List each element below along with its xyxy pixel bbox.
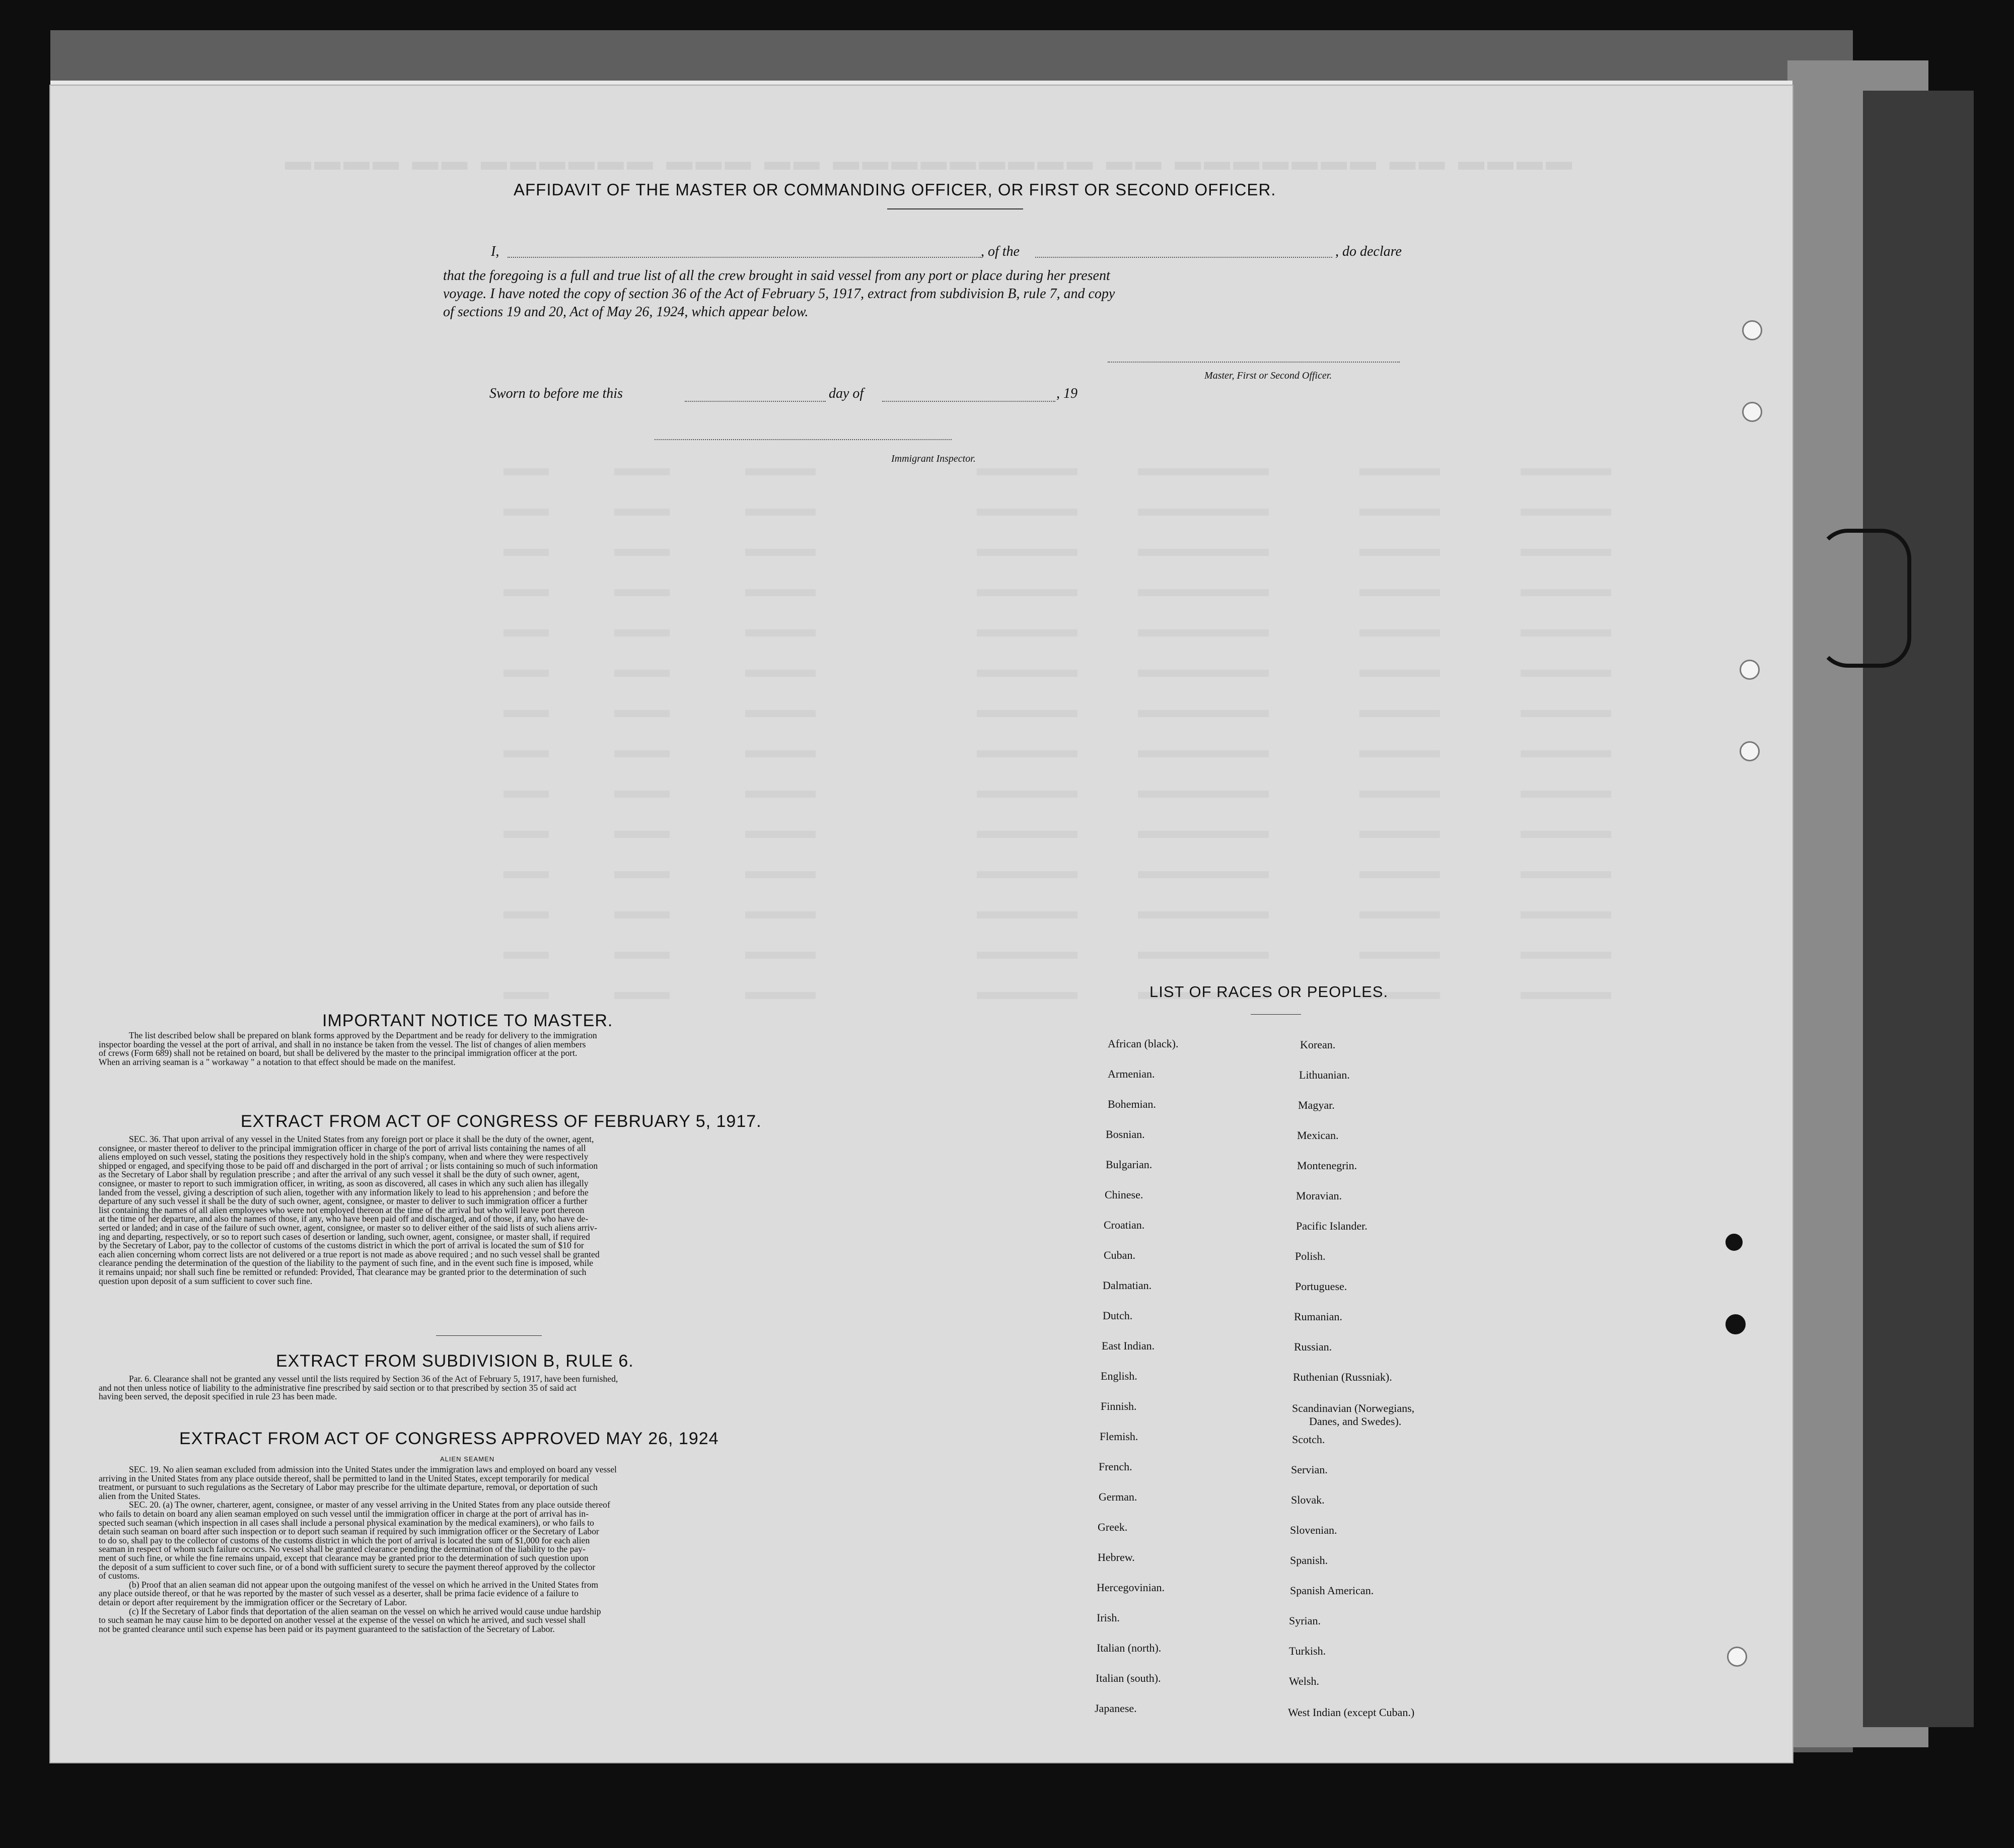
- race-item: Lithuanian.: [1299, 1069, 1350, 1081]
- bleed-through-mark: [614, 670, 670, 677]
- bleed-through-mark: [1521, 710, 1611, 717]
- notice-line: The list described below shall be prepared on blank forms approved by the Department and be ready for delivery to the immigration: [129, 1030, 597, 1040]
- bleed-through-mark: [977, 952, 1077, 959]
- bleed-through-mark: [1359, 952, 1440, 959]
- race-item: Hercegovinian.: [1097, 1581, 1165, 1594]
- bleed-through-mark: [1359, 750, 1440, 757]
- extract-1917-line: ing and departing, respectively, or so to report such cases of desertion or landing, such owner, agent, consignee, or master shall, if required: [99, 1231, 590, 1242]
- affidavit-i: I,: [491, 244, 499, 259]
- extract-1924-line: to do so, shall pay to the collector of customs of the customs district in which the port of arrival is located the sum of $1,000 for each alien: [99, 1535, 590, 1545]
- extract-1917-line: SEC. 36. That upon arrival of any vessel in the United States from any foreign port or place it shall be the duty of the owner, agent,: [129, 1134, 594, 1144]
- race-item: Spanish American.: [1290, 1584, 1374, 1597]
- bleed-through-mark: [1138, 710, 1269, 717]
- extract-1924-line: SEC. 20. (a) The owner, charterer, agent, consignee, or master of any vessel arriving in the United States from any place outside thereof: [129, 1500, 610, 1510]
- title-divider: [887, 208, 1023, 209]
- race-item: Russian.: [1294, 1340, 1332, 1353]
- race-item: Scandinavian (Norwegians,: [1292, 1402, 1415, 1414]
- affidavit-do-declare: , do declare: [1335, 244, 1402, 259]
- bleed-through-mark: [1359, 670, 1440, 677]
- extract-1917-body: [99, 1135, 600, 1286]
- race-item: Hebrew.: [1098, 1551, 1135, 1563]
- day-blank-line: [685, 401, 826, 402]
- bleed-through-mark: [614, 911, 670, 918]
- punch-hole: [1742, 402, 1762, 422]
- race-item: English.: [1101, 1370, 1137, 1382]
- bleed-through-mark: [503, 710, 549, 717]
- bleed-through-mark: [977, 468, 1077, 475]
- bleed-through-mark: [745, 710, 816, 717]
- bleed-through-mark: [503, 468, 549, 475]
- master-signature-line: [1108, 362, 1400, 363]
- bleed-through-mark: [1359, 911, 1440, 918]
- extract-1924-line: (b) Proof that an alien seaman did not appear upon the outgoing manifest of the vessel on which he arrived in the United States from: [129, 1579, 599, 1590]
- extract-1924-line: seaman in respect of whom such failure occurs. No vessel shall be granted clearance pending the determination of the liability to the pay-: [99, 1544, 586, 1554]
- race-item: African (black).: [1108, 1037, 1179, 1050]
- extract-1917-line: it remains unpaid; nor shall such fine be remitted or refunded: Provided, That clearance may be granted prior to the determination of such: [99, 1266, 587, 1277]
- extract-1924-line: ment of such fine, or while the fine remains unpaid, except that clearance may be granted prior to the determination of such question upon: [99, 1552, 589, 1563]
- bleed-through-mark: [977, 831, 1077, 838]
- race-item: Welsh.: [1289, 1675, 1319, 1687]
- bleed-through-mark: [1359, 549, 1440, 556]
- affidavit-of-the: , of the: [981, 244, 1020, 259]
- bleed-through-mark: [1521, 468, 1611, 475]
- bleed-through-mark: [1359, 589, 1440, 596]
- vessel-blank-line: [1035, 257, 1332, 258]
- bleed-through-mark: [1138, 629, 1269, 636]
- extract-1917-line: as the Secretary of Labor shall by regulation prescribe ; and after the arrival of any such vessel it shall be the duty of such owner, agent,: [99, 1169, 580, 1180]
- extract-1924-line: detain or deport after requirement by the immigration officer or the Secretary of Labor.: [99, 1597, 407, 1607]
- bleed-through-mark: [977, 710, 1077, 717]
- extract-1917-line: at the time of her departure, and also the names of those, if any, who have been paid off and discharged, and of those, if any, who have de-: [99, 1214, 589, 1224]
- extract-1917-line: question upon deposit of a sum sufficient to cover such fine.: [99, 1275, 313, 1286]
- bleed-through-mark: [503, 871, 549, 878]
- extract-1924-title: EXTRACT FROM ACT OF CONGRESS APPROVED MAY 26, 1924: [179, 1429, 719, 1448]
- extract-1924-body: [99, 1465, 617, 1633]
- bleed-through-mark: [614, 871, 670, 878]
- race-item: Bosnian.: [1106, 1128, 1145, 1141]
- master-signature-label: Master, First or Second Officer.: [1204, 370, 1332, 381]
- bleed-through-mark: [503, 670, 549, 677]
- bleed-through-mark: [1521, 750, 1611, 757]
- extract-1917-line: shipped or engaged, and specifying those to be paid off and discharged in the port of arrival ; or lists containing so much of such information: [99, 1160, 598, 1171]
- race-item: Servian.: [1291, 1463, 1328, 1476]
- bleed-through-mark: [745, 549, 816, 556]
- bleed-through-mark: [503, 791, 549, 798]
- affidavit-statement-3: of sections 19 and 20, Act of May 26, 1924, which appear below.: [443, 304, 809, 320]
- bleed-through-mark: [614, 629, 670, 636]
- bleed-through-mark: [614, 831, 670, 838]
- race-item: Montenegrin.: [1297, 1159, 1357, 1172]
- bleed-through-mark: [1138, 589, 1269, 596]
- bleed-through-mark: [1521, 629, 1611, 636]
- day-of-text: day of: [829, 386, 864, 401]
- sworn-text: Sworn to before me this: [489, 386, 623, 401]
- bleed-through-mark: [503, 629, 549, 636]
- race-item: Bohemian.: [1108, 1098, 1156, 1110]
- bleed-through-mark: [1359, 871, 1440, 878]
- extract-1917-line: serted or landed; and in case of the failure of such owner, agent, consignee, or master so to deliver either of the said lists of such aliens arriv-: [99, 1222, 598, 1233]
- race-item: Bulgarian.: [1106, 1158, 1153, 1171]
- bleed-through-mark: [977, 509, 1077, 516]
- race-item: Flemish.: [1100, 1430, 1138, 1443]
- extract-1924-line: treatment, or pursuant to such regulations as the Secretary of Labor may prescribe for the ultimate departure, removal, or deportation of such: [99, 1482, 598, 1492]
- race-item: Korean.: [1300, 1038, 1336, 1051]
- race-item: Rumanian.: [1294, 1310, 1342, 1323]
- extract-1924-subtitle: ALIEN SEAMEN: [440, 1455, 495, 1463]
- notice-body: [99, 1031, 597, 1067]
- bleed-through-mark: [745, 992, 816, 999]
- subdivision-b-body: [99, 1375, 618, 1401]
- bleed-through-mark: [977, 549, 1077, 556]
- bleed-through-mark: [503, 992, 549, 999]
- bleed-through-mark: [977, 791, 1077, 798]
- bleed-through-mark: [977, 589, 1077, 596]
- race-item: Scotch.: [1292, 1433, 1325, 1446]
- bleed-through-mark: [1521, 670, 1611, 677]
- bleed-through-mark: [1359, 710, 1440, 717]
- extract-1917-line: consignee, or master thereof to deliver to the principal immigration officer in charge of the port of arrival lists containing the names of all: [99, 1143, 586, 1153]
- bleed-through-mark: [1521, 589, 1611, 596]
- extract-1917-line: by the Secretary of Labor, pay to the collector of customs of the customs district in which the port of arrival is located the sum of $10 for: [99, 1240, 584, 1251]
- extract-1917-line: clearance pending the determination of the question of the liability to the payment of such fine, and in the event such fine is imposed, while: [99, 1258, 594, 1268]
- bleed-through-mark: [614, 791, 670, 798]
- punch-hole: [1740, 660, 1760, 680]
- bleed-through-mark: [1359, 791, 1440, 798]
- bleed-through-mark: [614, 509, 670, 516]
- inspector-label: Immigrant Inspector.: [891, 453, 976, 464]
- bleed-through-mark: [1138, 911, 1269, 918]
- month-blank-line: [882, 401, 1055, 402]
- bleed-through-mark: [1138, 750, 1269, 757]
- section-divider: [436, 1335, 542, 1336]
- race-item: Polish.: [1295, 1250, 1326, 1262]
- race-item: Moravian.: [1296, 1189, 1342, 1202]
- bleed-through-mark: [503, 549, 549, 556]
- race-item: East Indian.: [1102, 1339, 1155, 1352]
- bleed-through-mark: [1521, 549, 1611, 556]
- bleed-through-mark: [745, 871, 816, 878]
- race-item: Spanish.: [1290, 1554, 1328, 1567]
- races-title: LIST OF RACES OR PEOPLES.: [1149, 983, 1389, 1001]
- bleed-through-mark: [1521, 992, 1611, 999]
- bleed-through-mark: [1521, 952, 1611, 959]
- race-item: Slovak.: [1291, 1494, 1325, 1506]
- race-item: Italian (north).: [1097, 1642, 1162, 1654]
- bleed-through-mark: [1521, 911, 1611, 918]
- bleed-through-mark: [745, 629, 816, 636]
- race-item: Italian (south).: [1096, 1672, 1161, 1684]
- bleed-through-mark: [1359, 629, 1440, 636]
- extract-1917-title: EXTRACT FROM ACT OF CONGRESS OF FEBRUARY 5, 1917.: [241, 1112, 762, 1131]
- extract-1924-line: the deposit of a sum sufficient to cover such fine, or of a bond with sufficient surety to secure the payment thereof approved by the collector: [99, 1561, 596, 1572]
- bleed-through-mark: [1138, 670, 1269, 677]
- bleed-through-mark: [614, 992, 670, 999]
- bleed-through-mark: [503, 831, 549, 838]
- bleed-through-mark: [1521, 509, 1611, 516]
- bleed-through-mark: [745, 670, 816, 677]
- punch-hole: [1725, 1314, 1746, 1334]
- bleed-through-mark: [977, 871, 1077, 878]
- bleed-through-mark: [1359, 831, 1440, 838]
- underlying-page-shadow: [1863, 91, 1974, 1727]
- affidavit-statement-2: voyage. I have noted the copy of section 36 of the Act of February 5, 1917, extract from subdivision B, rule 7, and copy: [443, 286, 1115, 302]
- punch-hole: [1740, 741, 1760, 761]
- race-item: Portuguese.: [1295, 1280, 1347, 1293]
- extract-1924-line: SEC. 19. No alien seaman excluded from admission into the United States under the immigration laws and employed on board any vessel: [129, 1464, 617, 1474]
- bleed-through-mark: [1359, 509, 1440, 516]
- extract-1917-line: aliens employed on such vessel, stating the positions they respectively hold in the ship's company, when and where they were respectively: [99, 1152, 589, 1162]
- race-item: Danes, and Swedes).: [1309, 1415, 1402, 1428]
- bleed-through-mark: [745, 589, 816, 596]
- extract-1924-line: (c) If the Secretary of Labor finds that deportation of the alien seaman on the vessel on which he arrived would cause undue hardship: [129, 1606, 601, 1616]
- race-item: Greek.: [1098, 1521, 1128, 1533]
- bleed-through-mark: [977, 629, 1077, 636]
- extract-1917-line: departure of any such vessel it shall be the duty of such owner, agent, consignee, or master to deliver to such immigration officer a further: [99, 1196, 588, 1206]
- extract-1924-line: spected such seaman (which inspection in all cases shall include a personal physical examination by the medical examiners), or who fails to: [99, 1517, 594, 1528]
- subdivision-b-line: and not then unless notice of liability to the administrative fine prescribed by said section or to that prescribed by section 35 of said act: [99, 1382, 577, 1393]
- bleed-through-mark: [977, 670, 1077, 677]
- bleed-through-mark: [1521, 871, 1611, 878]
- bleed-through-mark: [977, 911, 1077, 918]
- bleed-through-mark: [1138, 831, 1269, 838]
- race-item: Finnish.: [1101, 1400, 1137, 1412]
- name-blank-line: [508, 257, 981, 258]
- bleed-through-mark: [614, 952, 670, 959]
- bleed-through-mark: [745, 750, 816, 757]
- bleed-through-mark: [745, 911, 816, 918]
- bleed-through-mark: [977, 750, 1077, 757]
- bleed-through-mark: [1138, 791, 1269, 798]
- notice-line: When an arriving seaman is a " workaway " a notation to that effect should be made on the manifest.: [99, 1056, 456, 1067]
- extract-1924-line: of customs.: [99, 1571, 140, 1581]
- races-divider: [1251, 1014, 1301, 1015]
- bleed-through-mark: [745, 509, 816, 516]
- extract-1917-line: consignee, or master to report to such immigration officer, in writing, as soon as discovered, all cases in which any such alien has illegally: [99, 1178, 589, 1188]
- punch-hole: [1742, 320, 1762, 340]
- extract-1924-line: arriving in the United States from any place outside thereof, shall be permitted to land in the United States, except temporarily for medical: [99, 1473, 590, 1483]
- bleed-through-mark: [503, 750, 549, 757]
- bleed-through-mark: [1138, 871, 1269, 878]
- race-item: West Indian (except Cuban.): [1288, 1706, 1415, 1719]
- extract-1917-line: each alien concerning whom correct lists are not delivered or a true report is not made as above required ; and no such vessel shall be granted: [99, 1249, 600, 1259]
- bleed-through-mark: [503, 589, 549, 596]
- race-item: Turkish.: [1289, 1645, 1326, 1657]
- race-item: French.: [1099, 1460, 1132, 1473]
- bleed-through-mark: [614, 468, 670, 475]
- bleed-through-mark: [1359, 468, 1440, 475]
- inspector-signature-line: [655, 439, 952, 440]
- year-text: , 19: [1056, 386, 1077, 401]
- bleed-through-mark: [977, 992, 1077, 999]
- punch-hole: [1727, 1647, 1747, 1667]
- bleed-through-mark: [745, 831, 816, 838]
- race-item: Dutch.: [1103, 1309, 1133, 1322]
- race-item: Croatian.: [1104, 1219, 1145, 1231]
- extract-1924-line: detain such seaman on board after such inspection or to deport such seaman if required by such immigration officer or the Secretary of Labor: [99, 1526, 599, 1537]
- bleed-through-mark: [1521, 831, 1611, 838]
- race-item: Ruthenian (Russniak).: [1293, 1371, 1392, 1383]
- subdivision-b-title: EXTRACT FROM SUBDIVISION B, RULE 6.: [276, 1352, 634, 1371]
- race-item: Irish.: [1097, 1611, 1120, 1624]
- race-item: Syrian.: [1289, 1614, 1321, 1627]
- race-item: Slovenian.: [1290, 1524, 1337, 1536]
- notice-title: IMPORTANT NOTICE TO MASTER.: [322, 1011, 613, 1030]
- bleed-through-mark: [1138, 509, 1269, 516]
- subdivision-b-line: having been served, the deposit specified in rule 23 has been made.: [99, 1391, 337, 1402]
- race-item: Chinese.: [1105, 1188, 1143, 1201]
- bleed-through-mark: [745, 952, 816, 959]
- bleed-through-mark: [503, 509, 549, 516]
- race-item: Dalmatian.: [1103, 1279, 1152, 1292]
- extract-1924-line: who fails to detain on board any alien seaman employed on such vessel until the immigration officer in charge at the port of arrival has in-: [99, 1508, 589, 1519]
- bleed-through-heading: ▬▬▬▬ ▬▬ ▬▬▬▬▬▬▬ ▬▬ ▬▬▬▬▬▬▬▬▬ ▬▬ ▬▬▬ ▬▬▬▬▬▬ ▬▬ ▬▬▬▬: [282, 147, 1572, 176]
- bleed-through-mark: [614, 549, 670, 556]
- punch-hole: [1725, 1234, 1743, 1251]
- bleed-through-mark: [503, 911, 549, 918]
- bleed-through-mark: [503, 952, 549, 959]
- extract-1924-line: to such seaman he may cause him to be deported on another vessel at the expense of the vessel on which he arrived, and such vessel shall: [99, 1615, 586, 1625]
- bleed-through-mark: [1521, 791, 1611, 798]
- extract-1924-line: any place outside thereof, or that he was reported by the master of such vessel as a deserter, shall be prima facie evidence of a failure to: [99, 1588, 579, 1599]
- race-item: German.: [1099, 1490, 1137, 1503]
- extract-1917-line: landed from the vessel, giving a description of such alien, together with any information likely to lead to his apprehension ; and before the: [99, 1187, 589, 1197]
- race-item: Armenian.: [1108, 1068, 1155, 1080]
- race-item: Mexican.: [1297, 1129, 1339, 1142]
- bleed-through-mark: [1138, 549, 1269, 556]
- affidavit-title: AFFIDAVIT OF THE MASTER OR COMMANDING OFFICER, OR FIRST OR SECOND OFFICER.: [514, 180, 1276, 199]
- notice-line: of crews (Form 689) shall not be retained on board, but shall be delivered by the master to the principal immigration officer at the port.: [99, 1048, 578, 1058]
- bleed-through-mark: [1138, 468, 1269, 475]
- extract-1924-line: not be granted clearance until such expense has been paid or its payment guaranteed to the satisfaction of the Secretary of Labor.: [99, 1623, 555, 1634]
- extract-1924-line: alien from the United States.: [99, 1490, 200, 1501]
- subdivision-b-line: Par. 6. Clearance shall not be granted any vessel until the lists required by Section 36 of the Act of February 5, 1917, have been furnished,: [129, 1374, 618, 1384]
- race-item: Cuban.: [1104, 1249, 1135, 1261]
- race-item: Japanese.: [1095, 1702, 1137, 1715]
- bleed-through-mark: [614, 750, 670, 757]
- bleed-through-mark: [745, 468, 816, 475]
- affidavit-statement-1: that the foregoing is a full and true list of all the crew brought in said vessel from any port or place during her present: [443, 268, 1110, 283]
- race-item: Pacific Islander.: [1296, 1220, 1368, 1232]
- extract-1917-line: list containing the names of all alien employees who were not employed thereon at the time of the arrival but who will leave port thereon: [99, 1204, 585, 1215]
- bleed-through-mark: [745, 791, 816, 798]
- notice-line: inspector boarding the vessel at the port of arrival, and shall in no instance be taken from the vessel. The list of changes of alien members: [99, 1039, 586, 1049]
- bleed-through-mark: [1138, 952, 1269, 959]
- race-item: Magyar.: [1298, 1099, 1335, 1111]
- bleed-through-mark: [614, 589, 670, 596]
- bleed-through-mark: [614, 710, 670, 717]
- binding-strap: [1818, 529, 1911, 668]
